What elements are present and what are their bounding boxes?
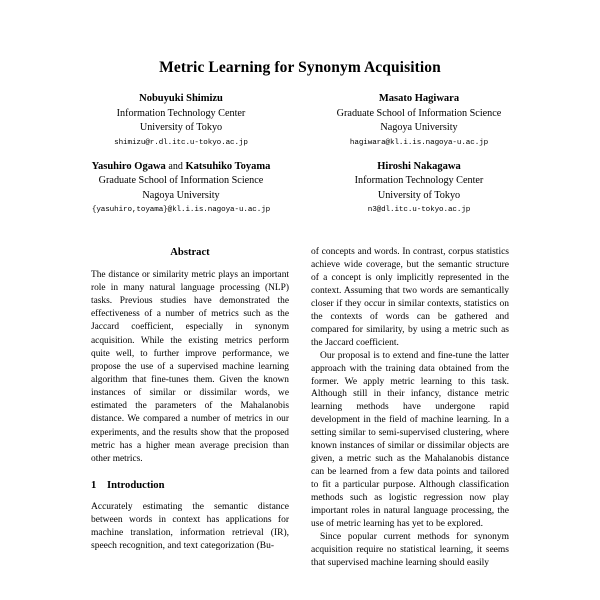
right-column-paragraph-3: Since popular current methods for synonym acquisition require no statistical learning, it seems that supervised machine learning should easily [311,531,509,568]
author-affiliation-line1: Information Technology Center [116,107,246,119]
author-entry-hagiwara [303,91,535,149]
title-block [0,0,600,217]
author-name: Masato Hagiwara [378,93,460,105]
author-affiliation-line2: Nagoya University [142,189,220,201]
author-email: {yasuhiro,toyama}@kl.i.is.nagoya-u.ac.jp [91,206,271,215]
introduction-heading [91,479,289,493]
author-name: Nobuyuki Shimizu [139,93,223,105]
author-affiliation-line1: Information Technology Center [354,175,484,187]
section-number: 1 [91,480,97,492]
author-affiliation-line2: University of Tokyo [139,122,223,134]
author-row [65,91,535,149]
author-name [65,159,297,175]
page-title: Metric Learning for Synonym Acquisition [159,59,441,76]
author-entry-ogawa-toyama [65,159,297,217]
author-name-conjunction: and [168,160,183,172]
author-affiliation-line2: University of Tokyo [377,189,461,201]
author-entry-shimizu [65,91,297,149]
author-name-second: Katsuhiko Toyama [185,160,271,172]
author-affiliation-line1: Graduate School of Information Science [98,175,264,187]
abstract-heading: Abstract [170,247,210,258]
introduction-paragraph-1: Accurately estimating the semantic distance between words in context has applications for machine translation, information retrieval (IR), speech recognition, and text categorization (Bu- [91,501,289,551]
right-column [311,246,509,570]
author-name: Hiroshi Nakagawa [377,160,461,172]
author-affiliation-line2: Nagoya University [380,122,458,134]
author-affiliation-line1: Graduate School of Information Science [336,107,502,119]
body-columns [0,246,600,570]
section-title: Introduction [107,480,165,492]
abstract-paragraph: The distance or similarity metric plays an important role in many natural language processing (NLP) tasks. Previous studies have demonstrated the effectiveness of a number of metrics such as the Jaccard coefficient, especially in synonym acquisition. While the existing metrics perform quite well, to further improve performance, we propose the use of a supervised machine learning algorithm that fine-tunes them. Given the known instances of similar or dissimilar words, we estimated the parameters of the Mahalanobis distance. We compared a number of metrics in our experiments, and the results show that the proposed metric has a higher mean average precision than other metrics. [91,269,289,464]
author-row [65,159,535,217]
author-email: shimizu@r.dl.itc.u-tokyo.ac.jp [114,138,248,147]
right-column-paragraph-2: Our proposal is to extend and fine-tune the latter approach with the training data obtained from the former. We apply metric learning to this task. Although still in their infancy, distance metric learning methods have undergone rapid development in the field of machine learning. In a setting similar to semi-supervised clustering, where known instances of similar or dissimilar objects are given, a metric such as the Mahalanobis distance can be learned from a few data points and tailored to fit a particular purpose. Although classification methods such as logistic regression now play important roles in natural language processing, the use of metric learning has yet to be explored. [311,350,509,530]
right-column-paragraph-1: of concepts and words. In contrast, corpus statistics achieve wide coverage, but the semantic structure of a concept is only implicitly represented in the context. Assuming that two words are semantically closer if they occur in similar contexts, statistics on the contexts of words can be gathered and compared for similarity, by using a metric such as the Jaccard coefficient. [311,247,509,348]
left-column [91,246,289,570]
author-email: hagiwara@kl.i.is.nagoya-u.ac.jp [349,138,489,147]
author-name-first: Yasuhiro Ogawa [91,160,166,172]
author-email: n3@dl.itc.u-tokyo.ac.jp [367,206,471,215]
author-block [65,91,535,216]
author-entry-nakagawa [303,159,535,217]
